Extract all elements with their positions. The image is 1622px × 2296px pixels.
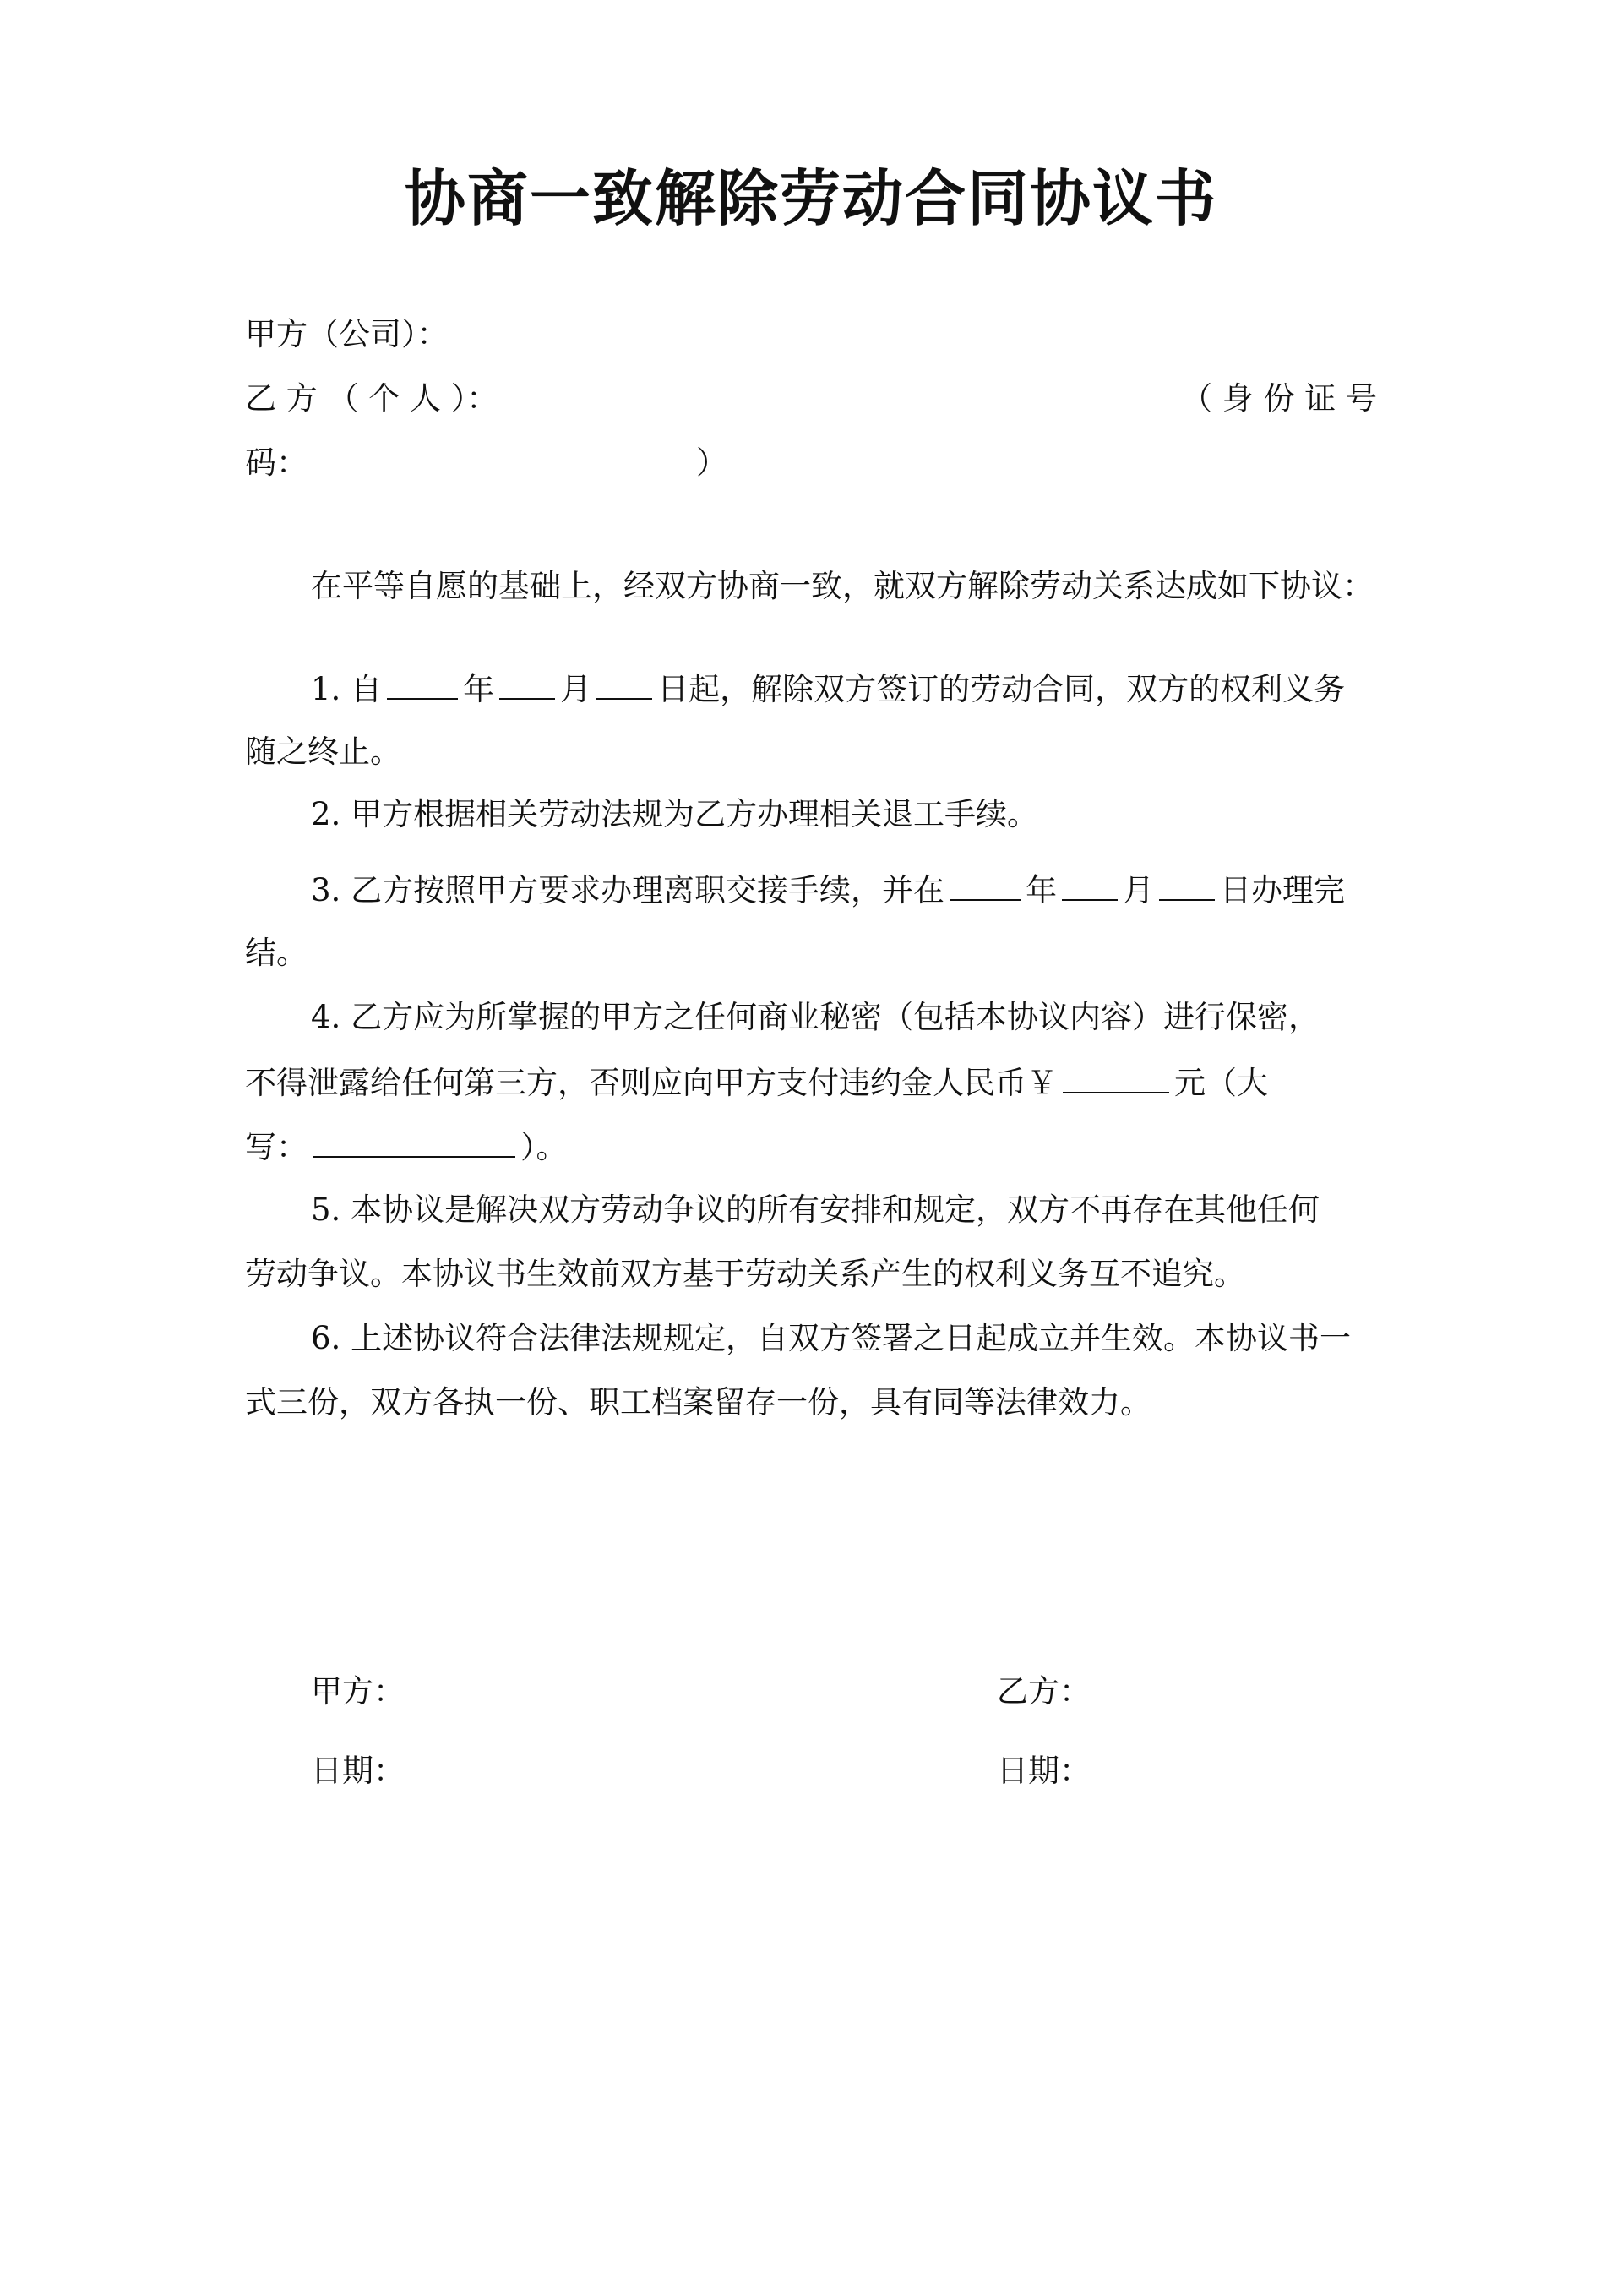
- blank-year: [387, 668, 458, 700]
- blank-month: [499, 668, 555, 700]
- clause-4-line-2: 不得泄露给任何第三方，否则应向甲方支付违约金人民币￥ 元（大: [245, 1061, 1268, 1104]
- clause-4-line-1: 4. 乙方应为所掌握的甲方之任何商业秘密（包括本协议内容）进行保密，: [311, 999, 1320, 1035]
- blank-day: [596, 668, 652, 700]
- clause-6-line-2: 式三份，双方各执一份、职工档案留存一份，具有同等法律效力。: [245, 1384, 1151, 1421]
- document-title: 协商一致解除劳动合同协议书: [404, 162, 1217, 234]
- clause-5-line-2: 劳动争议。本协议书生效前双方基于劳动关系产生的权利义务互不追究。: [245, 1256, 1245, 1292]
- clause-3-line-2: 结。: [245, 935, 308, 971]
- party-a-label: 甲方（公司）：: [245, 316, 449, 352]
- blank-penalty-amount: [1063, 1061, 1169, 1093]
- signature-party-a: 甲方：: [311, 1673, 405, 1710]
- party-b-line-1: [245, 379, 1377, 419]
- signature-party-b: 乙方：: [997, 1673, 1091, 1710]
- blank-month: [1062, 869, 1118, 901]
- clause-4-line-3: 写： ）。: [245, 1126, 568, 1168]
- date-party-b: 日期：: [997, 1753, 1091, 1789]
- blank-day: [1159, 869, 1215, 901]
- clause-1-line-1: 1. 自 年 月 日起，解除双方签订的劳动合同，双方的权利义务: [311, 668, 1345, 710]
- id-number-label: （ 身 份 证 号: [1180, 380, 1377, 417]
- clause-2: 2. 甲方根据相关劳动法规为乙方办理相关退工手续。: [311, 796, 1039, 832]
- clause-1-line-2: 随之终止。: [245, 734, 401, 770]
- clause-5-line-1: 5. 本协议是解决双方劳动争议的所有安排和规定，双方不再存在其他任何: [311, 1192, 1320, 1228]
- blank-year: [950, 869, 1021, 901]
- blank-amount-in-words: [313, 1126, 515, 1158]
- intro-paragraph: 在平等自愿的基础上，经双方协商一致，就双方解除劳动关系达成如下协议：: [311, 568, 1374, 604]
- date-party-a: 日期：: [311, 1753, 405, 1789]
- id-number-close: ）: [696, 444, 727, 481]
- id-number-label-cont: 码：: [245, 444, 308, 481]
- clause-6-line-1: 6. 上述协议符合法律法规规定，自双方签署之日起成立并生效。本协议书一: [311, 1320, 1352, 1356]
- party-b-label: 乙 方 （ 个 人 ）：: [245, 380, 498, 417]
- clause-3-line-1: 3. 乙方按照甲方要求办理离职交接手续，并在 年 月 日办理完: [311, 869, 1345, 911]
- party-b-line-2: [245, 443, 727, 483]
